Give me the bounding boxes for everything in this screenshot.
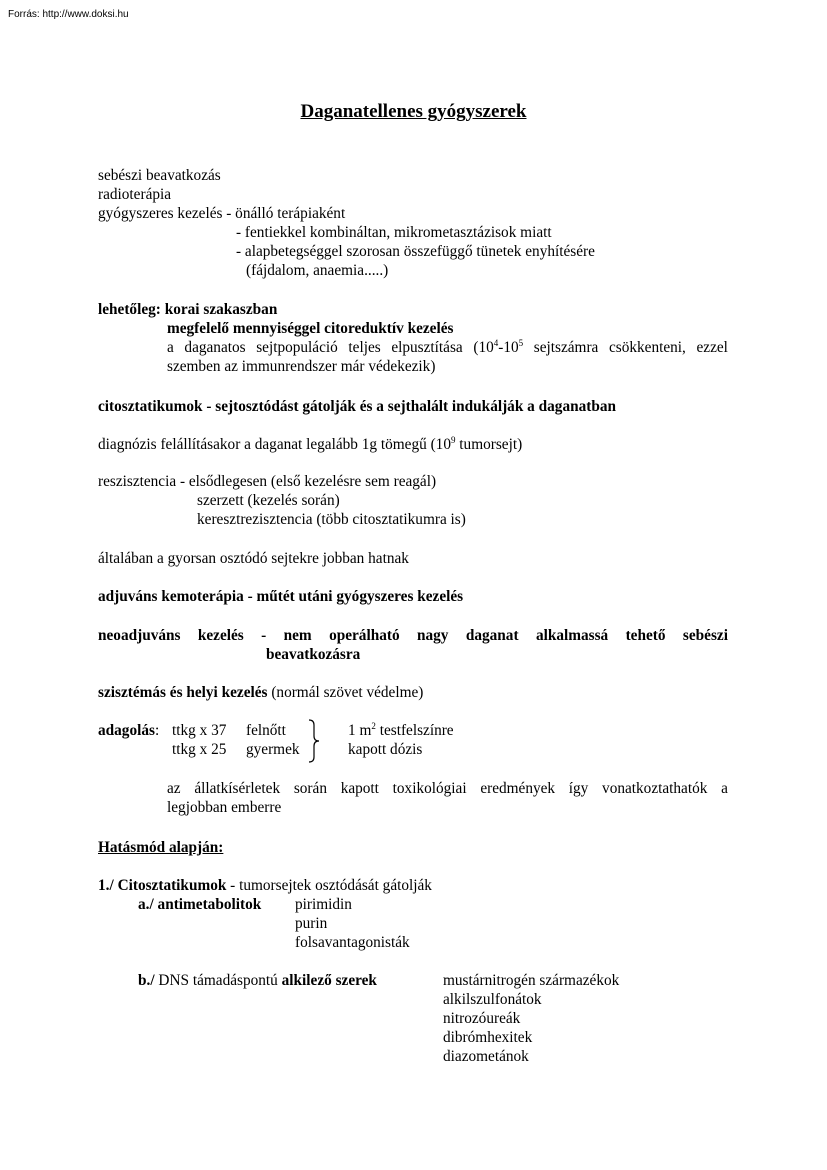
goal-word: elpusztítása	[391, 339, 463, 356]
systemic-line	[98, 683, 423, 702]
note-word: vonatkoztathatók	[602, 780, 708, 797]
dosing-colon: :	[154, 722, 160, 739]
neo-word: sebészi	[682, 627, 728, 644]
diagnosis-tail: tumorsejt)	[455, 436, 523, 453]
resistance-line-1: reszisztencia - elsődlegesen (első kezelésre sem reagál)	[98, 473, 437, 490]
diagnosis-line	[98, 435, 522, 454]
note-word: a	[721, 780, 728, 797]
dosing-label: adagolás	[98, 722, 155, 739]
note-word: során	[293, 780, 327, 797]
goal-word: sejtpopuláció	[256, 339, 338, 356]
section-1-line	[98, 876, 432, 895]
resistance-line-3: keresztrezisztencia (több citosztatikumra is)	[197, 511, 466, 528]
subsection-b-prefix: b./	[138, 972, 155, 989]
brace-icon	[307, 719, 321, 763]
goal-word: daganatos	[184, 339, 246, 356]
subsection-b-item: diazometánok	[443, 1048, 529, 1065]
goal-exp-b: 5	[518, 338, 524, 348]
note-word: kapott	[340, 780, 379, 797]
resistance-line-2: szerzett (kezelés során)	[197, 492, 340, 509]
note-word: eredmények	[480, 780, 556, 797]
goal-paragraph-line-2: szemben az immunrendszer már védekezik)	[167, 358, 436, 375]
intro-line-2: radioterápia	[98, 186, 172, 203]
adjuvant-line: adjuváns kemoterápia - műtét utáni gyógyszeres kezelés	[98, 588, 464, 605]
neoadjuvant-line-1	[98, 626, 728, 645]
generally-line: általában a gyorsan osztódó sejtekre jobban hatnak	[98, 550, 409, 567]
dosing-right-exp: 2	[371, 721, 376, 731]
dosing-row1-b: felnőtt	[246, 722, 286, 739]
page-title: Daganatellenes gyógyszerek	[300, 101, 527, 122]
subsection-b-mid: DNS támadáspontú	[154, 972, 282, 989]
note-word: toxikológiai	[392, 780, 467, 797]
goal-label: lehetőleg:	[98, 301, 161, 318]
goal-word: csökkenteni,	[608, 339, 686, 356]
subsection-b-item: alkilszulfonátok	[443, 991, 542, 1008]
goal-cyto: megfelelő mennyiséggel citoreduktív kezelés	[167, 320, 454, 337]
subsection-b-bold: alkilező szerek	[281, 972, 377, 989]
intro-line-5: - alapbetegséggel szorosan összefüggő tünetek enyhítésére	[236, 243, 595, 260]
neo-word: neoadjuváns	[98, 627, 181, 644]
note-word: így	[568, 780, 589, 797]
subsection-a-label: a./ antimetabolitok	[138, 896, 262, 913]
source-note: Forrás: http://www.doksi.hu	[8, 9, 129, 20]
goal-range	[473, 338, 523, 357]
goal-range-a: (10	[473, 339, 494, 356]
diagnosis-text: diagnózis felállításakor a daganat legalább 1g tömegű (10	[98, 436, 451, 453]
goal-word: sejtszámra	[533, 339, 599, 356]
neo-word: nagy	[417, 627, 449, 644]
intro-line-1: sebészi beavatkozás	[98, 167, 221, 184]
goal-word: a	[167, 339, 174, 356]
dosing-label-line	[98, 721, 159, 740]
neo-word: kezelés	[197, 627, 244, 644]
dosing-note-line-2: legjobban emberre	[167, 799, 282, 816]
subsection-a-item: folsavantagonisták	[295, 934, 410, 951]
subsection-b-item: nitrozóureák	[443, 1010, 521, 1027]
dosing-right-1b: testfelszínre	[375, 722, 454, 739]
intro-line-3: gyógyszeres kezelés - önálló terápiaként	[98, 205, 346, 222]
note-word: az	[167, 780, 181, 797]
goal-label-line	[98, 300, 277, 319]
subsection-a-item: pirimidin	[295, 896, 352, 913]
dosing-row1-a: ttkg x 37	[172, 722, 227, 739]
dosing-row2-b: gyermek	[246, 741, 300, 758]
goal-word: teljes	[348, 339, 381, 356]
dosing-right-2: kapott dózis	[348, 741, 423, 758]
dosing-right-1	[348, 721, 454, 740]
section-1-rest: - tumorsejtek osztódását gátolják	[226, 877, 432, 894]
mechanism-heading: Hatásmód alapján:	[98, 839, 224, 856]
section-1-title: Citosztatikumok	[117, 877, 227, 894]
dosing-note-line-1	[167, 779, 728, 798]
citostatics-definition: citosztatikumok - sejtosztódást gátolják és a sejthalált indukálják a daganatban	[98, 398, 617, 415]
goal-paragraph-line-1	[167, 338, 728, 357]
diagnosis-exp: 9	[450, 435, 456, 445]
dosing-row2-a: ttkg x 25	[172, 741, 227, 758]
intro-line-6: (fájdalom, anaemia.....)	[246, 262, 389, 279]
neo-word: daganat	[465, 627, 519, 644]
subsection-a-item: purin	[295, 915, 328, 932]
subsection-b-item: mustárnitrogén származékok	[443, 972, 620, 989]
subsection-b-item: dibrómhexitek	[443, 1029, 533, 1046]
goal-range-b: -10	[498, 339, 519, 356]
neo-word: nem	[283, 627, 312, 644]
goal-word: ezzel	[696, 339, 728, 356]
neo-word: -	[261, 627, 267, 644]
neoadjuvant-line-2: beavatkozásra	[266, 646, 361, 663]
neo-word: operálható	[329, 627, 400, 644]
neo-word: tehető	[625, 627, 666, 644]
goal-early: korai szakaszban	[164, 301, 278, 318]
subsection-b-label	[138, 971, 377, 990]
dosing-right-1a: 1 m	[348, 722, 372, 739]
goal-exp-a: 4	[493, 338, 499, 348]
neo-word: alkalmassá	[535, 627, 609, 644]
section-1-num: 1./	[98, 877, 114, 894]
systemic-rest: (normál szövet védelme)	[267, 684, 424, 701]
note-word: állatkísérletek	[194, 780, 281, 797]
systemic-bold: szisztémás és helyi kezelés	[98, 684, 268, 701]
intro-line-4: - fentiekkel kombináltan, mikrometasztázisok miatt	[236, 224, 552, 241]
